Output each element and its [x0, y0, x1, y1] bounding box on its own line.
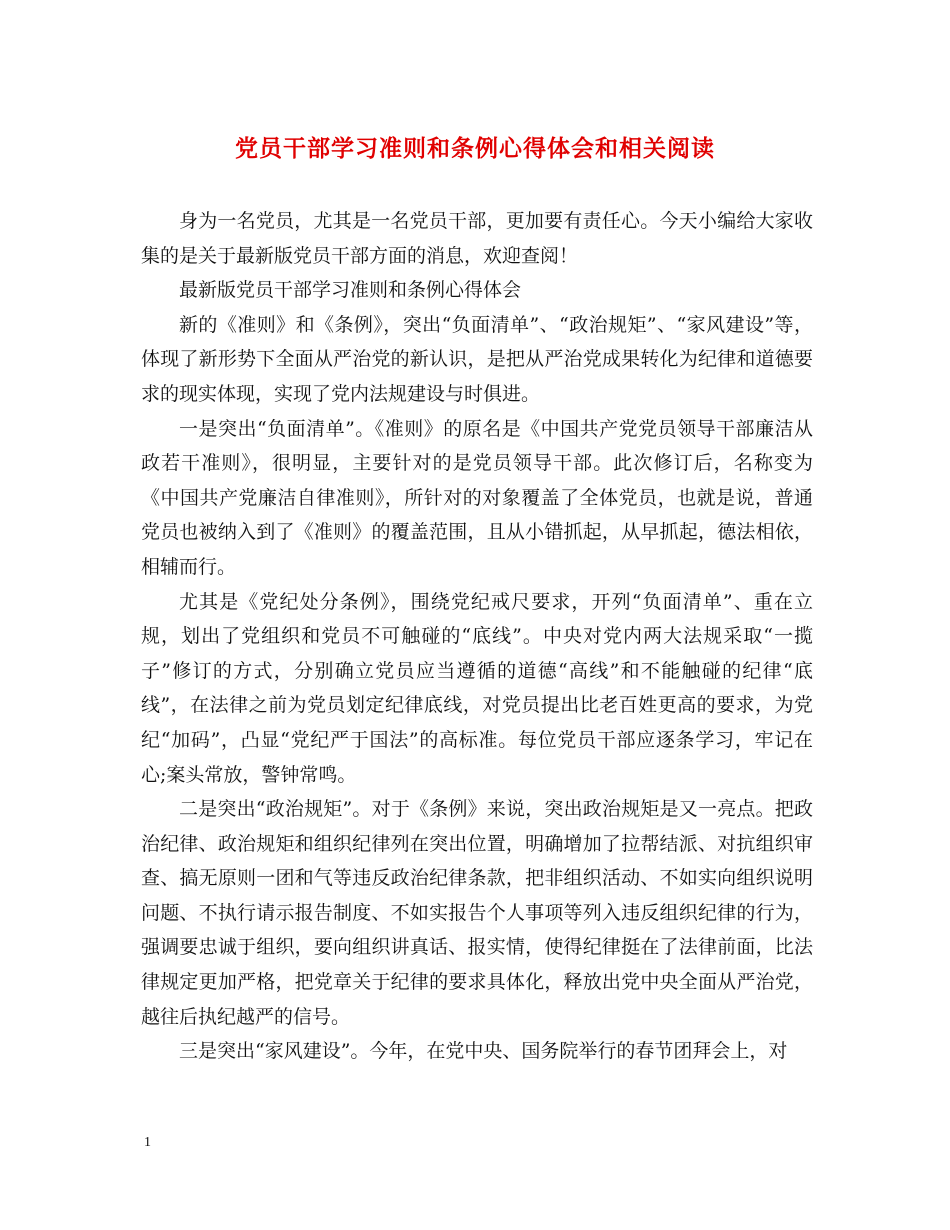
paragraph-subtitle: 最新版党员干部学习准则和条例心得体会: [179, 279, 522, 302]
paragraph-point-three: 三是突出“家风建设”。今年，在党中央、国务院举行的春节团拜会上，对: [179, 1040, 788, 1063]
document-title: 党员干部学习准则和条例心得体会和相关阅读: [235, 135, 715, 162]
page-number: 1: [144, 1135, 151, 1150]
paragraph-intro: 身为一名党员，尤其是一名党员干部，更加要有责任心。今天小编给大家收集的是关于最新版党员干部方面的消息，欢迎查阅！: [141, 210, 813, 267]
paragraph-overview: 新的《准则》和《条例》，突出“负面清单”、“政治规矩”、“家风建设”等，体现了新形势下全面从严治党的新认识，是把从严治党成果转化为纪律和道德要求的现实体现，实现了党内法规建设与时俱进。: [141, 313, 813, 405]
paragraph-regulations: 尤其是《党纪处分条例》，围绕党纪戒尺要求，开列“负面清单”、重在立规，划出了党组织和党员不可触碰的“底线”。中央对党内两大法规采取“一揽子”修订的方式，分别确立党员应当遵循的道德“高线”和不能触碰的纪律“底线”，在法律之前为党员划定纪律底线，对党员提出比老百姓更高的要求，为党纪“加码”，凸显“党纪严于国法”的高标准。每位党员干部应逐条学习，牢记在心;案头常放，警钟常鸣。: [141, 590, 813, 786]
document-body: [141, 204, 813, 1069]
paragraph-point-two: 二是突出“政治规矩”。对于《条例》来说，突出政治规矩是又一亮点。把政治纪律、政治规矩和组织纪律列在突出位置，明确增加了拉帮结派、对抗组织审查、搞无原则一团和气等违反政治纪律条款，把非组织活动、不如实向组织说明问题、不执行请示报告制度、不如实报告个人事项等列入违反组织纪律的行为，强调要忠诚于组织，要向组织讲真话、报实情，使得纪律挺在了法律前面，比法律规定更加严格，把党章关于纪律的要求具体化，释放出党中央全面从严治党，越往后执纪越严的信号。: [141, 798, 813, 1028]
paragraph-point-one: 一是突出“负面清单”。《准则》的原名是《中国共产党党员领导干部廉洁从政若干准则》，很明显，主要针对的是党员领导干部。此次修订后，名称变为《中国共产党廉洁自律准则》，所针对的对象覆盖了全体党员，也就是说，普通党员也被纳入到了《准则》的覆盖范围，且从小错抓起，从早抓起，德法相依，相辅而行。: [141, 417, 813, 578]
